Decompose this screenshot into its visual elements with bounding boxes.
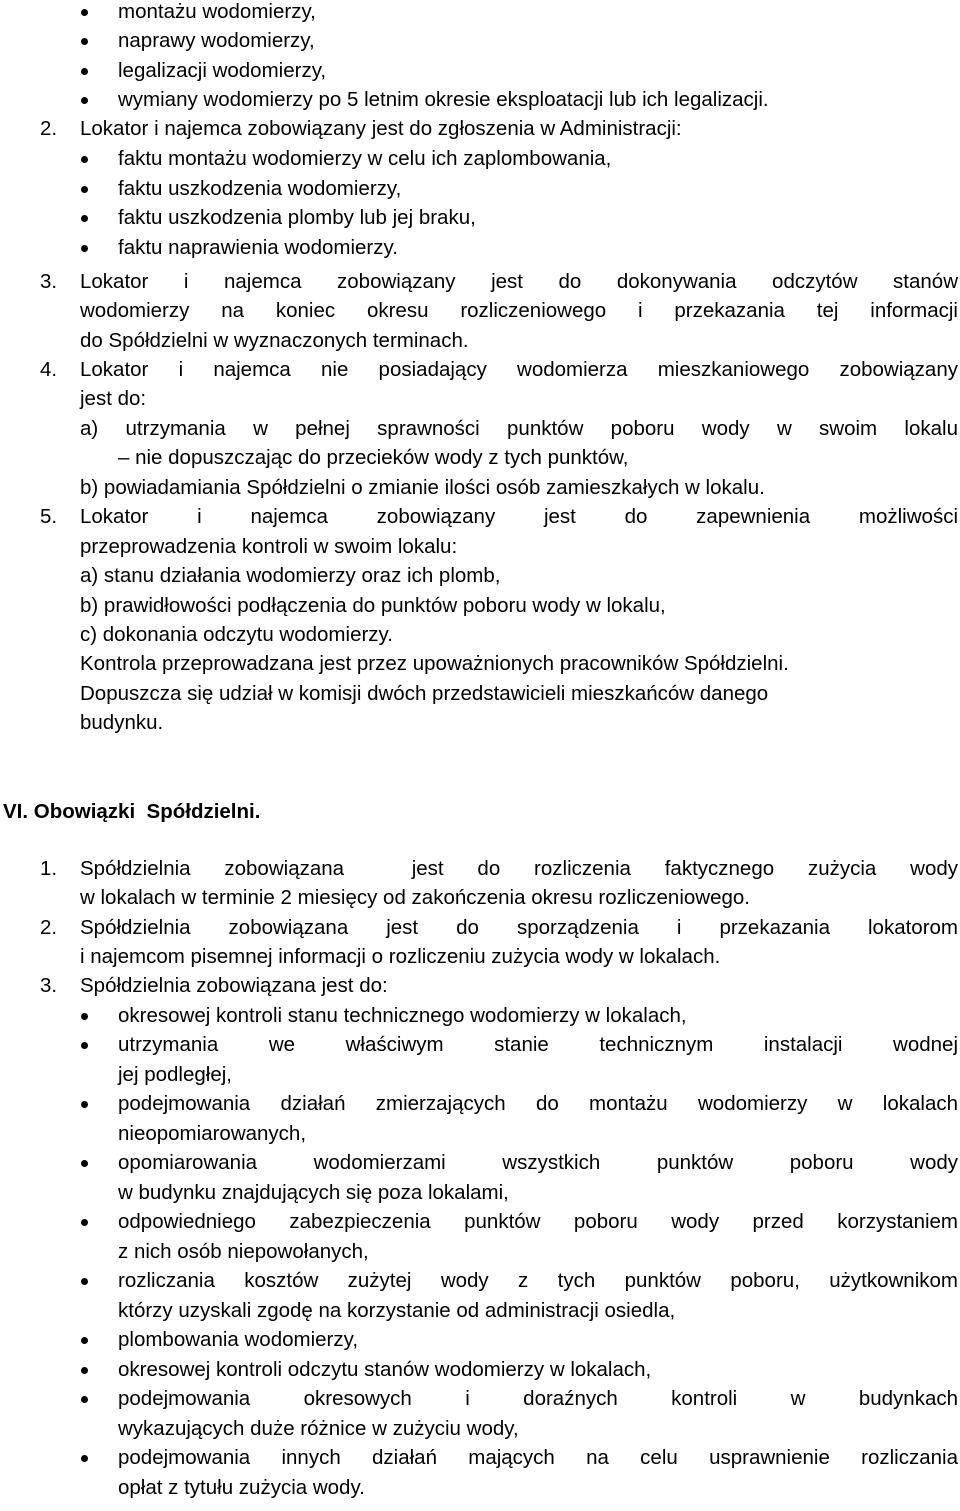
- item-number: 4.: [40, 358, 58, 381]
- item-number: 1.: [40, 857, 58, 880]
- bullet-dot: [81, 97, 88, 104]
- bullet-dot: [81, 1455, 88, 1462]
- list-item: okresowej kontroli odczytu stanów wodomierzy w lokalach,: [118, 1358, 652, 1381]
- list-item: nieopomiarowanych,: [118, 1122, 307, 1145]
- list-item: z nich osób niepowołanych,: [118, 1240, 369, 1263]
- paragraph-line: w lokalach w terminie 2 miesięcy od zakończenia okresu rozliczeniowego.: [80, 886, 750, 909]
- paragraph-line: do Spółdzielni w wyznaczonych terminach.: [80, 329, 469, 352]
- list-item: podejmowania innych działań mających na celu usprawnienie rozliczania: [118, 1446, 958, 1469]
- list-item: faktu montażu wodomierzy w celu ich zaplombowania,: [118, 147, 612, 170]
- paragraph-line: Spółdzielnia zobowiązana jest do:: [80, 974, 388, 997]
- list-item: faktu naprawienia wodomierzy.: [118, 236, 398, 259]
- paragraph-line: jest do:: [80, 387, 147, 410]
- paragraph-line: Kontrola przeprowadzana jest przez upoważnionych pracowników Spółdzielni.: [80, 652, 789, 675]
- item-number: 5.: [40, 505, 58, 528]
- section-heading: VI. Obowiązki Spółdzielni.: [3, 800, 261, 823]
- list-item: wykazujących duże różnice w zużyciu wody,: [118, 1417, 519, 1440]
- paragraph-line: Spółdzielnia zobowiązana jest do rozliczenia faktycznego zużycia wody: [80, 857, 958, 880]
- bullet-dot: [81, 156, 88, 163]
- paragraph-line: a) utrzymania w pełnej sprawności punktów poboru wody w swoim lokalu: [80, 417, 958, 440]
- paragraph-line: b) powiadamiania Spółdzielni o zmianie ilości osób zamieszkałych w lokalu.: [80, 476, 765, 499]
- list-item: utrzymania we właściwym stanie technicznym instalacji wodnej: [118, 1033, 958, 1056]
- item-number: 3.: [40, 270, 58, 293]
- item-number: 3.: [40, 974, 58, 997]
- bullet-dot: [81, 1367, 88, 1374]
- paragraph-line: wodomierzy na koniec okresu rozliczeniowego i przekazania tej informacji: [80, 299, 958, 322]
- paragraph-line: przeprowadzenia kontroli w swoim lokalu:: [80, 535, 458, 558]
- list-item: podejmowania okresowych i doraźnych kontroli w budynkach: [118, 1387, 958, 1410]
- list-item: naprawy wodomierzy,: [118, 29, 315, 52]
- bullet-dot: [81, 186, 88, 193]
- bullet-dot: [81, 1101, 88, 1108]
- item-number: 2.: [40, 916, 58, 939]
- paragraph-line: c) dokonania odczytu wodomierzy.: [80, 623, 393, 646]
- paragraph-line: budynku.: [80, 711, 164, 734]
- list-item: faktu uszkodzenia plomby lub jej braku,: [118, 206, 476, 229]
- bullet-dot: [81, 1396, 88, 1403]
- bullet-dot: [81, 1042, 88, 1049]
- list-item: plombowania wodomierzy,: [118, 1328, 359, 1351]
- bullet-dot: [81, 1278, 88, 1285]
- bullet-dot: [81, 1160, 88, 1167]
- list-item: opomiarowania wodomierzami wszystkich punktów poboru wody: [118, 1151, 958, 1174]
- bullet-dot: [81, 1337, 88, 1344]
- list-item: faktu uszkodzenia wodomierzy,: [118, 177, 402, 200]
- item-number: 2.: [40, 117, 58, 140]
- list-item: wymiany wodomierzy po 5 letnim okresie eksploatacji lub ich legalizacji.: [118, 88, 769, 111]
- bullet-dot: [81, 1219, 88, 1226]
- bullet-dot: [81, 9, 88, 16]
- bullet-dot: [81, 245, 88, 252]
- bullet-dot: [81, 68, 88, 75]
- list-item: odpowiedniego zabezpieczenia punktów poboru wody przed korzystaniem: [118, 1210, 958, 1233]
- bullet-dot: [81, 38, 88, 45]
- list-item: legalizacji wodomierzy,: [118, 59, 327, 82]
- paragraph-line: Lokator i najemca zobowiązany jest do zgłoszenia w Administracji:: [80, 117, 682, 140]
- list-item: rozliczania kosztów zużytej wody z tych punktów poboru, użytkownikom: [118, 1269, 958, 1292]
- list-item: w budynku znajdujących się poza lokalami,: [118, 1181, 509, 1204]
- list-item: którzy uzyskali zgodę na korzystanie od administracji osiedla,: [118, 1299, 676, 1322]
- paragraph-line: Lokator i najemca zobowiązany jest do dokonywania odczytów stanów: [80, 270, 958, 293]
- paragraph-line: Dopuszcza się udział w komisji dwóch przedstawicieli mieszkańców danego: [80, 682, 769, 705]
- bullet-dot: [81, 215, 88, 222]
- paragraph-line: Lokator i najemca zobowiązany jest do zapewnienia możliwości: [80, 505, 958, 528]
- paragraph-line: b) prawidłowości podłączenia do punktów poboru wody w lokalu,: [80, 594, 666, 617]
- paragraph-line: i najemcom pisemnej informacji o rozliczeniu zużycia wody w lokalach.: [80, 945, 721, 968]
- list-item: okresowej kontroli stanu technicznego wodomierzy w lokalach,: [118, 1004, 687, 1027]
- list-item: montażu wodomierzy,: [118, 0, 316, 23]
- paragraph-line: Lokator i najemca nie posiadający wodomierza mieszkaniowego zobowiązany: [80, 358, 958, 381]
- paragraph-line: Spółdzielnia zobowiązana jest do sporządzenia i przekazania lokatorom: [80, 916, 958, 939]
- paragraph-line: a) stanu działania wodomierzy oraz ich plomb,: [80, 564, 501, 587]
- list-item: jej podległej,: [118, 1063, 232, 1086]
- list-item: opłat z tytułu zużycia wody.: [118, 1476, 365, 1499]
- list-item: podejmowania działań zmierzających do montażu wodomierzy w lokalach: [118, 1092, 958, 1115]
- bullet-dot: [81, 1013, 88, 1020]
- paragraph-line: – nie dopuszczając do przecieków wody z tych punktów,: [118, 446, 629, 469]
